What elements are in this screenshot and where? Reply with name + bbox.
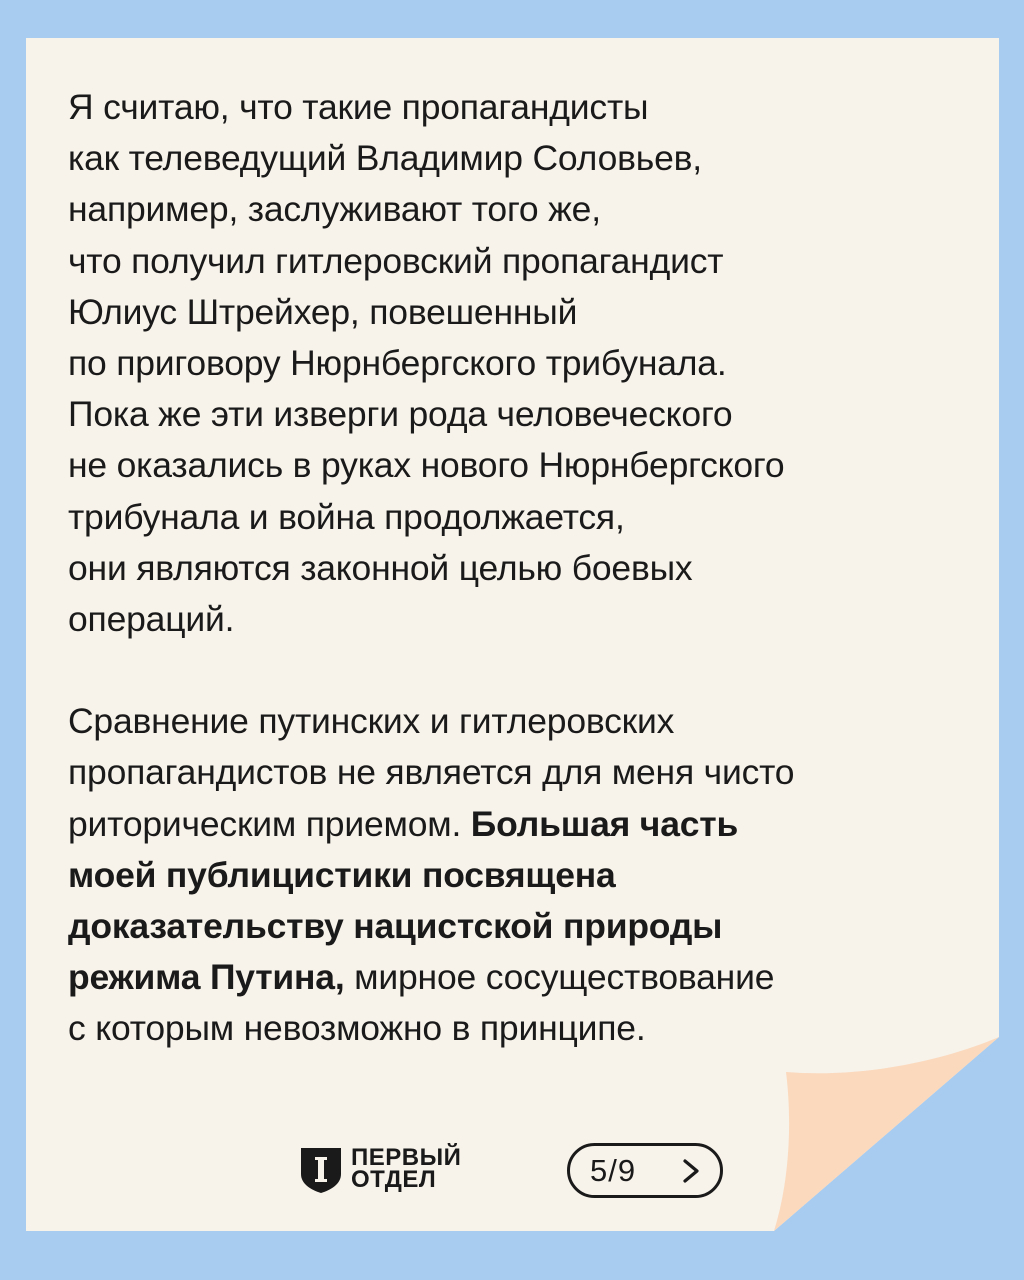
text-line — [68, 901, 968, 952]
text-line: Юлиус Штрейхер, повешенный — [68, 291, 578, 332]
text-bold: моей публицистики посвящена — [68, 854, 616, 895]
logo-line-1: ПЕРВЫЙ — [351, 1144, 462, 1171]
text-line: как телеведущий Владимир Соловьев, — [68, 138, 702, 179]
text-line: не оказались в руках нового Нюрнбергского — [68, 445, 785, 486]
text-regular: мирное сосуществование — [344, 957, 775, 998]
text-line: операций. — [68, 599, 235, 640]
text-bold: режима Путина, — [68, 957, 345, 998]
text-line: с которым невозможно в принципе. — [68, 1008, 646, 1049]
text-line: что получил гитлеровский пропагандист — [68, 240, 724, 281]
chevron-right-icon[interactable] — [680, 1158, 702, 1184]
text-line: трибунала и война продолжается, — [68, 496, 625, 537]
text-line: например, заслуживают того же, — [68, 189, 601, 230]
page-indicator[interactable] — [567, 1143, 723, 1198]
text-line: Я считаю, что такие пропагандисты — [68, 87, 649, 127]
text-line — [68, 952, 968, 1003]
logo-wordmark — [351, 1144, 462, 1193]
logo-line-2: ОТДЕЛ — [351, 1166, 437, 1193]
text-line — [68, 850, 968, 901]
paragraph-gap — [68, 645, 968, 696]
text-line: Пока же эти изверги рода человеческого — [68, 394, 733, 435]
text-line: пропагандистов не является для меня чисто — [68, 752, 795, 793]
text-regular: риторическим приемом. — [68, 803, 471, 844]
text-bold: доказательству нацистской природы — [68, 906, 723, 947]
article-text — [68, 82, 968, 1055]
text-bold: Большая часть — [470, 803, 739, 844]
shield-logo-icon — [299, 1144, 343, 1194]
text-line: по приговору Нюрнбергского трибунала. — [68, 343, 727, 384]
page-counter: 5/9 — [590, 1152, 637, 1188]
text-line — [68, 799, 968, 850]
text-line: они являются законной целью боевых — [68, 547, 693, 588]
brand-logo — [299, 1144, 461, 1194]
text-line: Сравнение путинских и гитлеровских — [68, 701, 675, 742]
